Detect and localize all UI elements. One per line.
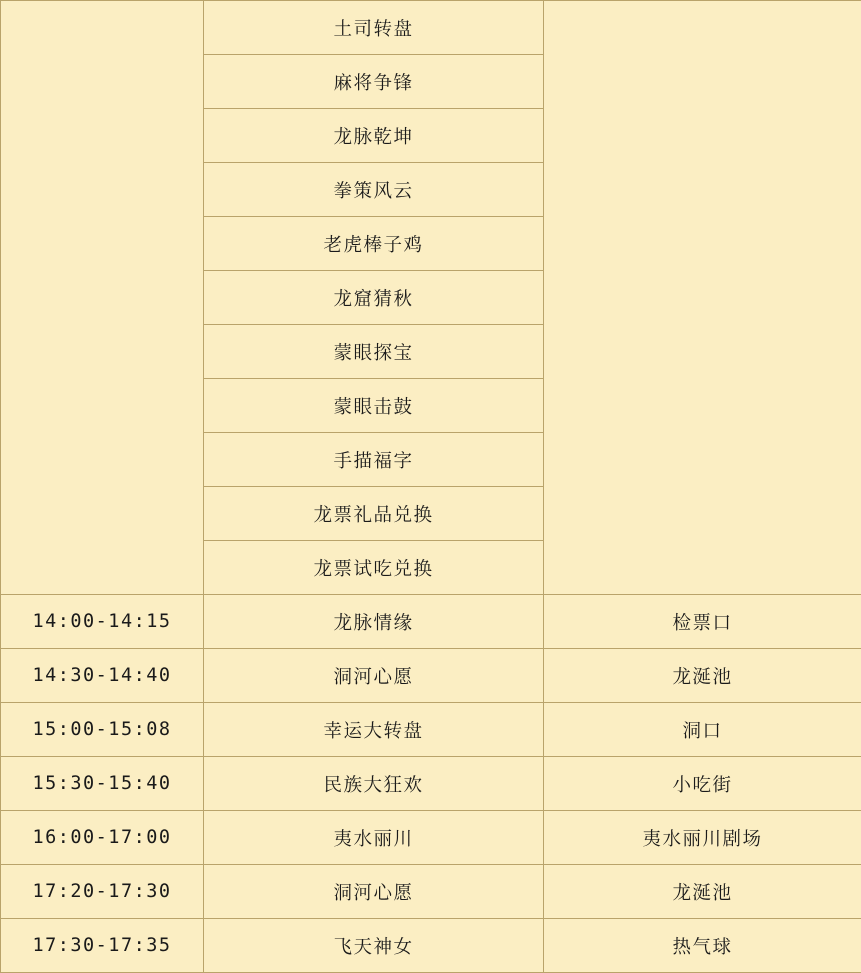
activity-cell: 蒙眼击鼓 xyxy=(204,379,544,433)
activity-cell: 洞河心愿 xyxy=(204,649,544,703)
time-cell: 16:00-17:00 xyxy=(1,811,204,865)
merged-time-cell xyxy=(1,1,204,595)
merged-location-cell xyxy=(544,1,861,595)
table-row xyxy=(1,757,861,811)
table-row xyxy=(1,703,861,757)
activity-cell: 龙脉情缘 xyxy=(204,595,544,649)
activity-cell: 拳策风云 xyxy=(204,163,544,217)
activity-cell: 土司转盘 xyxy=(204,1,544,55)
activity-cell: 龙脉乾坤 xyxy=(204,109,544,163)
location-cell: 龙涎池 xyxy=(544,649,861,703)
time-cell: 15:30-15:40 xyxy=(1,757,204,811)
location-cell: 夷水丽川剧场 xyxy=(544,811,861,865)
activity-cell: 龙窟猜秋 xyxy=(204,271,544,325)
activity-cell: 飞天神女 xyxy=(204,919,544,973)
location-cell: 小吃街 xyxy=(544,757,861,811)
location-cell: 洞口 xyxy=(544,703,861,757)
table-row xyxy=(1,919,861,973)
activity-cell: 幸运大转盘 xyxy=(204,703,544,757)
location-cell: 热气球 xyxy=(544,919,861,973)
activity-cell: 麻将争锋 xyxy=(204,55,544,109)
activity-cell: 手描福字 xyxy=(204,433,544,487)
time-cell: 14:30-14:40 xyxy=(1,649,204,703)
table-row xyxy=(1,865,861,919)
activity-cell: 民族大狂欢 xyxy=(204,757,544,811)
schedule-table-body xyxy=(1,1,861,973)
table-row xyxy=(1,811,861,865)
location-cell: 检票口 xyxy=(544,595,861,649)
activity-cell: 老虎棒子鸡 xyxy=(204,217,544,271)
time-cell: 14:00-14:15 xyxy=(1,595,204,649)
table-row xyxy=(1,1,861,55)
activity-cell: 蒙眼探宝 xyxy=(204,325,544,379)
activity-cell: 夷水丽川 xyxy=(204,811,544,865)
table-row xyxy=(1,595,861,649)
activity-cell: 洞河心愿 xyxy=(204,865,544,919)
location-cell: 龙涎池 xyxy=(544,865,861,919)
activity-cell: 龙票礼品兑换 xyxy=(204,487,544,541)
time-cell: 17:30-17:35 xyxy=(1,919,204,973)
table-row xyxy=(1,649,861,703)
activity-cell: 龙票试吃兑换 xyxy=(204,541,544,595)
time-cell: 17:20-17:30 xyxy=(1,865,204,919)
time-cell: 15:00-15:08 xyxy=(1,703,204,757)
